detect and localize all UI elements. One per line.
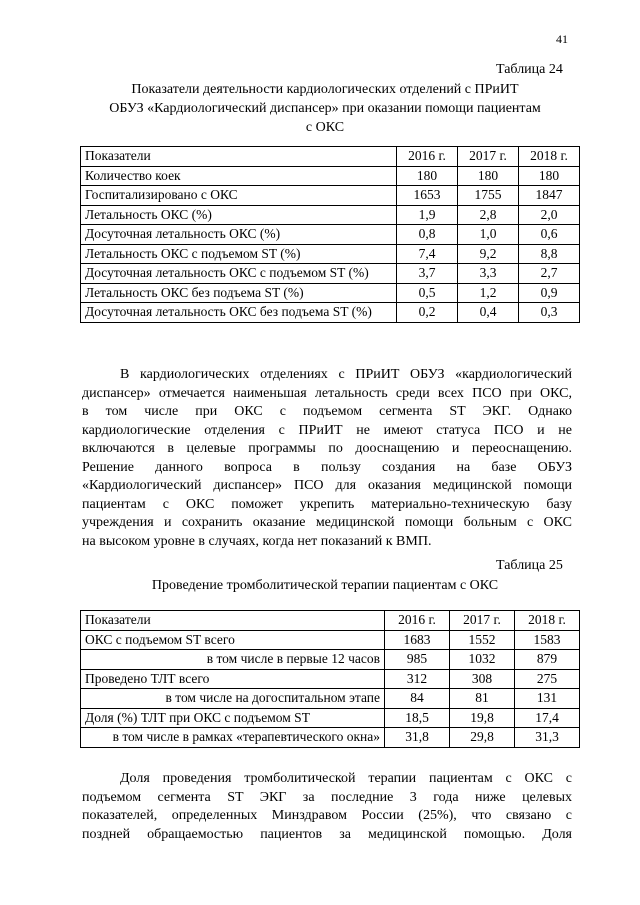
paragraph-line: на высоком уровне в случаях, когда нет показаний к ВМП. — [82, 533, 432, 549]
body-paragraph-2 — [82, 770, 572, 844]
cell-value: 31,8 — [385, 728, 450, 748]
paragraph-line: в том числе при ОКС с подъемом сегмента ST ЭКГ. Однако — [82, 404, 572, 419]
row-label: Доля (%) ТЛТ при ОКС с подъемом ST — [81, 708, 385, 728]
cell-value: 312 — [385, 669, 450, 689]
cell-value: 1,9 — [397, 205, 458, 225]
row-label: Проведено ТЛТ всего — [81, 669, 385, 689]
cell-value: 0,6 — [519, 225, 580, 245]
table-row — [81, 166, 580, 186]
cell-value: 29,8 — [450, 728, 515, 748]
cell-value: 131 — [515, 689, 580, 709]
cell-value: 1847 — [519, 186, 580, 206]
paragraph-line: «Кардиологический диспансер» ПСО для оказания медицинской помощи — [82, 478, 572, 493]
table-header-row — [81, 611, 580, 631]
paragraph-line: В кардиологических отделениях с ПРиИТ ОБУЗ «кардиологический — [120, 367, 572, 382]
table-row — [81, 264, 580, 284]
table-row — [81, 225, 580, 245]
table-row — [81, 689, 580, 709]
header-cell: Показатели — [81, 611, 385, 631]
header-cell: 2017 г. — [450, 611, 515, 631]
cell-value: 1552 — [450, 630, 515, 650]
row-label: в том числе в рамках «терапевтического окна» — [81, 728, 385, 748]
row-label: в том числе на догоспитальном этапе — [81, 689, 385, 709]
cell-value: 879 — [515, 650, 580, 670]
table-24-title-line: ОБУЗ «Кардиологический диспансер» при оказании помощи пациентам — [109, 101, 541, 116]
row-label: Досуточная летальность ОКС без подъема ST (%) — [81, 303, 397, 323]
cell-value: 1755 — [458, 186, 519, 206]
cell-value: 3,3 — [458, 264, 519, 284]
cell-value: 275 — [515, 669, 580, 689]
cell-value: 31,3 — [515, 728, 580, 748]
cell-value: 84 — [385, 689, 450, 709]
header-cell: 2017 г. — [458, 147, 519, 167]
body-paragraph-1 — [82, 366, 572, 551]
row-label: Досуточная летальность ОКС (%) — [81, 225, 397, 245]
paragraph-line: поздней обращаемостью пациентов за медицинской помощью. Доля — [82, 826, 572, 842]
table-header-row — [81, 147, 580, 167]
cell-value: 1683 — [385, 630, 450, 650]
cell-value: 8,8 — [519, 244, 580, 264]
table-25 — [80, 610, 580, 748]
cell-value: 9,2 — [458, 244, 519, 264]
cell-value: 985 — [385, 650, 450, 670]
page-number: 41 — [556, 32, 568, 46]
table-row — [81, 630, 580, 650]
table-row — [81, 283, 580, 303]
cell-value: 1,0 — [458, 225, 519, 245]
cell-value: 0,5 — [397, 283, 458, 303]
table-row — [81, 728, 580, 748]
cell-value: 2,7 — [519, 264, 580, 284]
paragraph-line: кардиологические отделения с ПРиИТ не имеют статуса ПСО и не — [82, 422, 572, 438]
table-row — [81, 244, 580, 264]
table-25-title: Проведение тромболитической терапии пациентам с ОКС — [151, 578, 499, 593]
table-24-title-line: с ОКС — [305, 120, 345, 135]
paragraph-line: подъемом сегмента ST ЭКГ за последние 3 года ниже целевых — [82, 789, 572, 805]
cell-value: 7,4 — [397, 244, 458, 264]
header-cell: 2016 г. — [385, 611, 450, 631]
cell-value: 18,5 — [385, 708, 450, 728]
table-row — [81, 303, 580, 323]
table-24-title — [70, 80, 580, 137]
table-row — [81, 650, 580, 670]
cell-value: 0,4 — [458, 303, 519, 323]
cell-value: 308 — [450, 669, 515, 689]
table-24-caption: Таблица 24 — [496, 62, 563, 77]
cell-value: 3,7 — [397, 264, 458, 284]
row-label: ОКС с подъемом ST всего — [81, 630, 385, 650]
paragraph-line: включаются в целевые программы по дооснащению и переоснащению. — [82, 441, 572, 456]
paragraph-line: Решение данного вопроса в пользу создания на базе ОБУЗ — [82, 459, 572, 475]
table-row — [81, 669, 580, 689]
header-cell: 2018 г. — [515, 611, 580, 631]
cell-value: 2,8 — [458, 205, 519, 225]
paragraph-line: показателей, определенных Минздравом России (25%), что связано с — [82, 808, 572, 823]
cell-value: 81 — [450, 689, 515, 709]
header-cell: 2018 г. — [519, 147, 580, 167]
row-label: Госпитализировано с ОКС — [81, 186, 397, 206]
table-24-title-line: Показатели деятельности кардиологических отделений с ПРиИТ — [131, 82, 519, 97]
cell-value: 19,8 — [450, 708, 515, 728]
paragraph-line: Доля проведения тромболитической терапии пациентам с ОКС с — [120, 771, 572, 786]
row-label: Количество коек — [81, 166, 397, 186]
cell-value: 0,9 — [519, 283, 580, 303]
row-label: Летальность ОКС без подъема ST (%) — [81, 283, 397, 303]
cell-value: 1653 — [397, 186, 458, 206]
cell-value: 0,3 — [519, 303, 580, 323]
cell-value: 0,8 — [397, 225, 458, 245]
header-cell: Показатели — [81, 147, 397, 167]
table-25-caption: Таблица 25 — [496, 558, 563, 573]
cell-value: 1,2 — [458, 283, 519, 303]
cell-value: 2,0 — [519, 205, 580, 225]
cell-value: 1583 — [515, 630, 580, 650]
cell-value: 180 — [458, 166, 519, 186]
paragraph-line: диспансер» отмечается наименьшая летальность среди всех ПСО при ОКС, — [82, 385, 572, 401]
cell-value: 0,2 — [397, 303, 458, 323]
table-row — [81, 708, 580, 728]
cell-value: 180 — [519, 166, 580, 186]
table-row — [81, 186, 580, 206]
row-label: Летальность ОКС с подъемом ST (%) — [81, 244, 397, 264]
paragraph-line: пациентам с ОКС поможет укрепить материально-техническую базу — [82, 496, 572, 512]
row-label: Летальность ОКС (%) — [81, 205, 397, 225]
cell-value: 17,4 — [515, 708, 580, 728]
row-label: в том числе в первые 12 часов — [81, 650, 385, 670]
cell-value: 1032 — [450, 650, 515, 670]
paragraph-line: учреждения и сохранить оказание медицинской помощи больным с ОКС — [82, 515, 572, 530]
table-row — [81, 205, 580, 225]
cell-value: 180 — [397, 166, 458, 186]
row-label: Досуточная летальность ОКС с подъемом ST (%) — [81, 264, 397, 284]
table-24 — [80, 146, 580, 323]
header-cell: 2016 г. — [397, 147, 458, 167]
